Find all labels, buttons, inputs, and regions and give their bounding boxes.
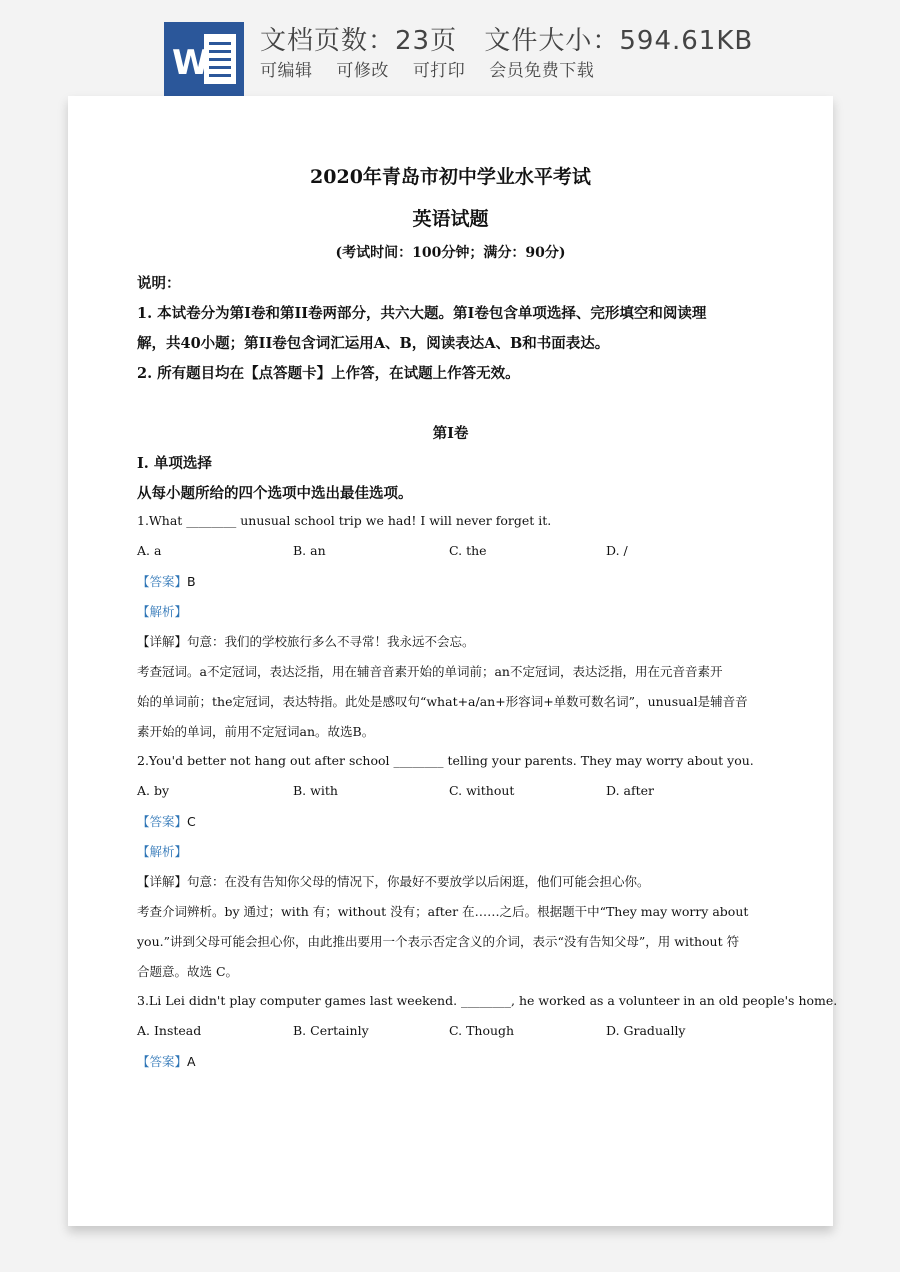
file-info	[260, 20, 771, 57]
q1-explanation-3: 素开始的单词，前用不定冠词an。故选B。	[137, 724, 375, 739]
exam-info: (考试时间：100分钟；满分：90分)	[335, 245, 566, 261]
feature-list	[260, 56, 612, 81]
q1-option-c: C. the	[449, 543, 487, 558]
q2-answer	[137, 812, 196, 830]
q3-answer	[137, 1052, 196, 1070]
document-page	[68, 96, 838, 1226]
q2-detail: 【详解】句意：在没有告知你父母的情况下，你最好不要放学以后闲逛，他们可能会担心你。	[137, 874, 650, 889]
doc-subtitle: 英语试题	[412, 208, 489, 230]
q1-answer	[137, 572, 196, 590]
volume-heading: 第I卷	[432, 425, 469, 442]
question-1-stem: 1.What ________ unusual school trip we had! I will never forget it.	[137, 513, 552, 528]
q2-analysis-label: 【解析】	[137, 844, 188, 859]
notes-heading: 说明：	[137, 275, 181, 292]
file-size: 文件大小：594.61KB	[484, 26, 754, 56]
feature-editable: 可编辑	[260, 61, 313, 81]
word-document-icon	[164, 22, 244, 96]
q3-answer-value: A	[187, 1054, 196, 1069]
q2-explanation-2: you.”讲到父母可能会担心你，由此推出要用一个表示否定含义的介词，表示“没有告知父母”，用 without 符	[137, 934, 740, 949]
q3-option-d: D. Gradually	[606, 1023, 686, 1038]
feature-printable: 可打印	[412, 61, 466, 81]
answer-label: 【答案】	[137, 1054, 188, 1069]
q2-answer-value: C	[187, 814, 196, 829]
q3-option-c: C. Though	[449, 1023, 515, 1038]
note-2: 2. 所有题目均在【点答题卡】上作答，在试题上作答无效。	[137, 365, 520, 382]
logo-letter: W	[172, 43, 210, 83]
q2-explanation-3: 合题意。故选 C。	[137, 964, 239, 979]
q1-answer-value: B	[187, 574, 196, 589]
page-count: 文档页数：23页	[260, 26, 458, 56]
feature-modifiable: 可修改	[336, 61, 389, 81]
question-2-stem: 2.You'd better not hang out after school ________ telling your parents. They may worry about you.	[137, 753, 754, 768]
q1-analysis-label: 【解析】	[137, 604, 188, 619]
q2-option-a: A. by	[137, 783, 170, 798]
q1-explanation-2: 始的单词前；the定冠词，表达特指。此处是感叹句“what+a/an+形容词+单数可数名词”，unusual是辅音音	[137, 694, 748, 709]
q2-option-c: C. without	[449, 783, 515, 798]
q1-explanation-1: 考查冠词。a不定冠词，表达泛指，用在辅音音素开始的单词前；an不定冠词，表达泛指，用在元音音素开	[137, 664, 723, 679]
section-heading: I. 单项选择	[137, 455, 212, 472]
q1-detail: 【详解】句意：我们的学校旅行多么不寻常！我永远不会忘。	[137, 634, 475, 649]
section-instruction: 从每小题所给的四个选项中选出最佳选项。	[137, 485, 413, 502]
note-1-line-1: 1. 本试卷分为第I卷和第II卷两部分，共六大题。第I卷包含单项选择、完形填空和阅读理	[137, 305, 707, 322]
q1-option-d: D. /	[606, 543, 628, 558]
q3-option-a: A. Instead	[137, 1023, 202, 1038]
question-3-stem: 3.Li Lei didn't play computer games last weekend. ________, he worked as a volunteer in an old people's home.	[137, 993, 838, 1008]
doc-title: 2020年青岛市初中学业水平考试	[310, 166, 591, 188]
note-1-line-2: 解，共40小题；第II卷包含词汇运用A、B，阅读表达A、B和书面表达。	[137, 335, 610, 352]
q1-option-a: A. a	[137, 543, 162, 558]
q2-explanation-1: 考查介词辨析。by 通过；with 有；without 没有；after 在……之后。根据题干中“They may worry about	[137, 904, 749, 919]
q3-option-b: B. Certainly	[293, 1023, 369, 1038]
feature-free-download: 会员免费下载	[489, 61, 595, 81]
answer-label: 【答案】	[137, 574, 188, 589]
answer-label: 【答案】	[137, 814, 188, 829]
q2-option-b: B. with	[293, 783, 338, 798]
q2-option-d: D. after	[606, 783, 654, 798]
q1-option-b: B. an	[293, 543, 326, 558]
download-banner	[0, 0, 900, 96]
